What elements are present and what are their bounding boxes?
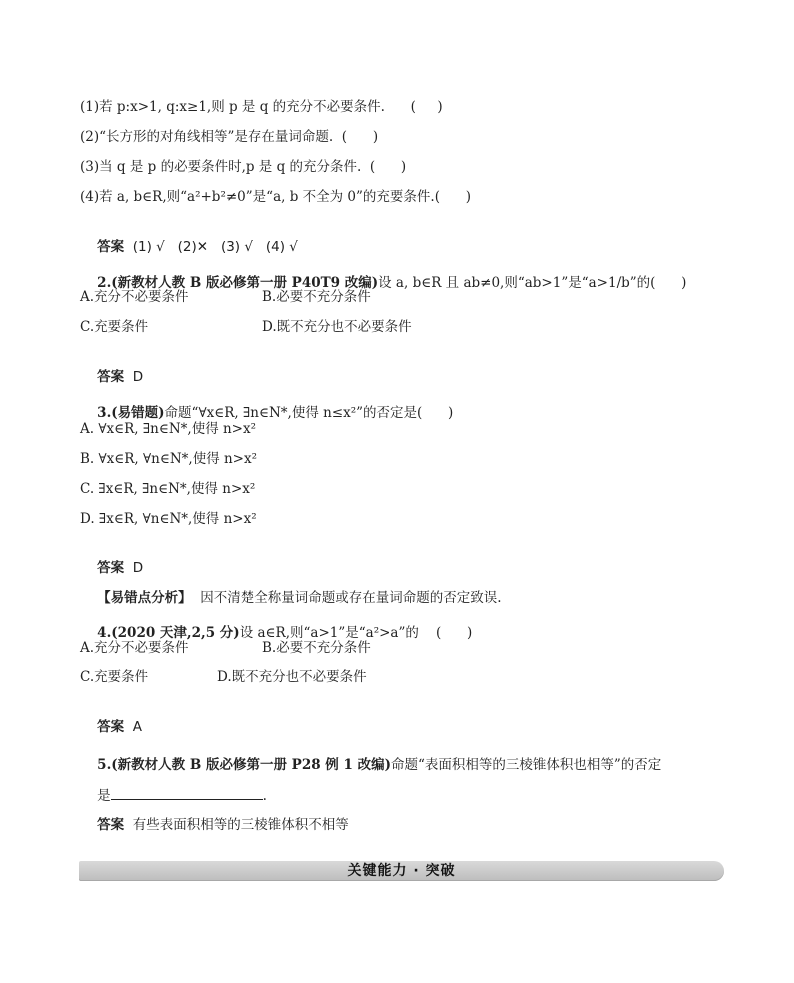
question-4-source: 4.(2020 天津,2,5 分) [97, 625, 240, 641]
question-4-option-a: A.充分不必要条件 [80, 640, 189, 656]
question-3-text: 命题“∀x∈R, ∃n∈N*,使得 n≤x²”的否定是( ) [164, 405, 454, 421]
question-2-option-d: D.既不充分也不必要条件 [262, 319, 412, 335]
question-3-option-c: C. ∃x∈R, ∃n∈N*,使得 n>x² [80, 481, 256, 497]
question-4-text: 设 a∈R,则“a>1”是“a²>a”的 ( ) [239, 625, 473, 641]
judge-item-1: (1)若 p:x>1, q:x≥1,则 p 是 q 的充分不必要条件. ( ) [80, 99, 443, 115]
question-2-option-b: B.必要不充分条件 [262, 289, 371, 305]
question-2-source: 2.(新教材人教 B 版必修第一册 P40T9 改编) [97, 275, 379, 291]
error-analysis-text: 因不清楚全称量词命题或存在量词命题的否定致误. [191, 590, 502, 606]
answer-label: 答案 [97, 560, 125, 576]
question-2-text: 设 a, b∈R 且 ab≠0,则“ab>1”是“a>1/b”的( ) [378, 275, 687, 291]
question-5-text-end: . [262, 788, 267, 804]
question-2-option-c: C.充要条件 [80, 319, 149, 335]
question-3-source: 3.(易错题) [97, 405, 165, 421]
answer-value: (1) √ (2)✕ (3) √ (4) √ [124, 239, 298, 255]
judge-item-4: (4)若 a, b∈R,则“a²+b²≠0”是“a, b 不全为 0”的充要条件.( ) [80, 189, 471, 205]
answer-value: A [124, 719, 142, 735]
answer-label: 答案 [97, 817, 125, 833]
question-3-option-b: B. ∀x∈R, ∀n∈N*,使得 n>x² [80, 451, 258, 467]
question-3-option-a: A. ∀x∈R, ∃n∈N*,使得 n>x² [80, 421, 257, 437]
question-5-answer [80, 795, 349, 855]
judge-item-3: (3)当 q 是 p 的必要条件时,p 是 q 的充分条件. ( ) [80, 159, 407, 175]
answer-value: D [124, 369, 144, 385]
answer-label: 答案 [97, 239, 125, 255]
question-5-source: 5.(新教材人教 B 版必修第一册 P28 例 1 改编) [97, 757, 391, 773]
answer-label: 答案 [97, 369, 125, 385]
question-4-option-d: D.既不充分也不必要条件 [217, 669, 367, 685]
question-3-option-d: D. ∃x∈R, ∀n∈N*,使得 n>x² [80, 511, 257, 527]
section-title: 关键能力 · 突破 [347, 863, 456, 879]
question-5-text-cont: 是 [97, 788, 111, 804]
judge-item-2: (2)“长方形的对角线相等”是存在量词命题. ( ) [80, 129, 379, 145]
question-2-option-a: A.充分不必要条件 [80, 289, 189, 305]
question-5-text: 命题“表面积相等的三棱锥体积也相等”的否定 [390, 757, 662, 773]
question-4-option-c: C.充要条件 [80, 669, 149, 685]
answer-value: D [124, 560, 144, 576]
question-4-option-b: B.必要不充分条件 [262, 640, 371, 656]
error-analysis-tag: 【易错点分析】 [97, 590, 192, 606]
answer-label: 答案 [97, 719, 125, 735]
answer-value: 有些表面积相等的三棱锥体积不相等 [124, 817, 349, 833]
section-header-bar [79, 861, 724, 881]
